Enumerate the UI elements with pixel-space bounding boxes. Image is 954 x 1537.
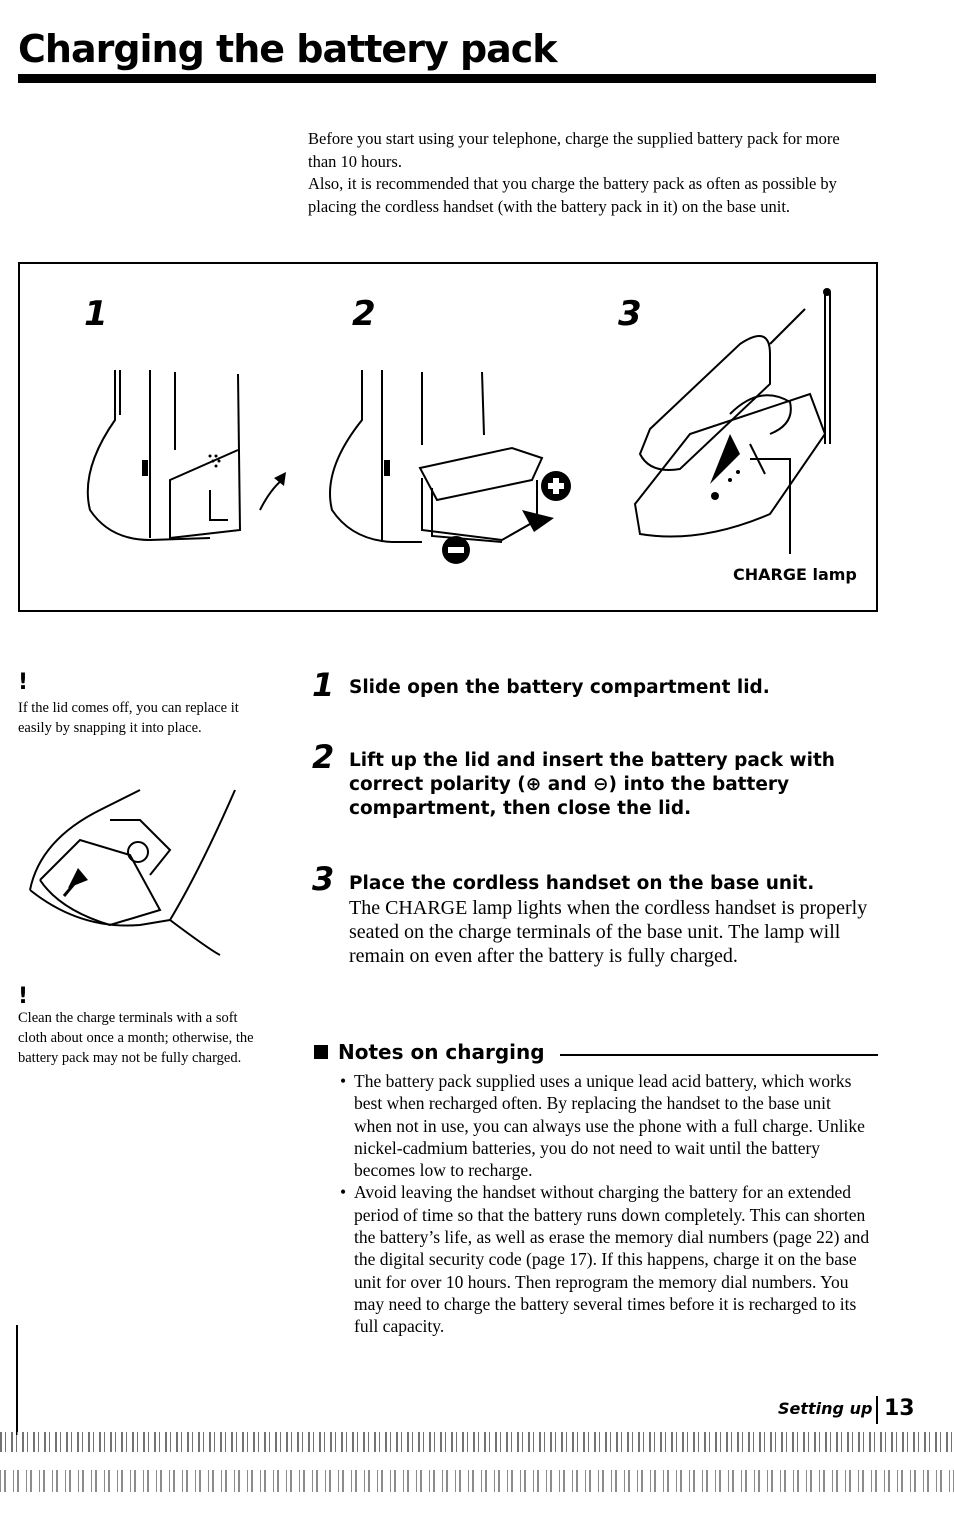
step-number: 3 xyxy=(312,860,335,898)
side-note-text: Clean the charge terminals with a soft cloth about once a month; otherwise, the battery pack may not be fully charged. xyxy=(18,1010,254,1066)
title-rule xyxy=(18,74,876,83)
figure-step-number: 1 xyxy=(84,294,108,334)
figure-step-number: 3 xyxy=(618,294,642,334)
footer-page-number: 13 xyxy=(884,1396,915,1421)
intro-paragraph: Before you start using your telephone, charge the supplied battery pack for more than 10 hours. xyxy=(308,129,840,171)
step-heading: Lift up the lid and insert the battery pack with correct polarity (⊕ and ⊖) into the battery compartment, then close the lid. xyxy=(349,750,835,819)
step-number: 2 xyxy=(312,738,335,776)
footer-divider xyxy=(876,1396,878,1424)
margin-line xyxy=(16,1325,18,1435)
notes-title: Notes on charging xyxy=(338,1040,545,1064)
section-square-icon xyxy=(314,1045,328,1059)
intro-text xyxy=(308,128,868,218)
notes-list xyxy=(338,1070,873,1338)
scan-artifact-band xyxy=(0,1432,954,1452)
handset-lid-illustration xyxy=(60,360,300,560)
step-heading: Slide open the battery compartment lid. xyxy=(349,677,770,698)
lid-snap-illustration xyxy=(20,780,250,960)
page-title: Charging the battery pack xyxy=(18,27,557,71)
base-unit-illustration xyxy=(620,284,840,574)
side-note-text: If the lid comes off, you can replace it easily by snapping it into place. xyxy=(18,700,239,736)
battery-insert-illustration xyxy=(312,360,602,570)
notes-rule xyxy=(560,1054,878,1056)
intro-paragraph: Also, it is recommended that you charge the battery pack as often as possible by placing the cordless handset (with the battery pack in it) on the base unit. xyxy=(308,174,837,216)
charge-lamp-label: CHARGE lamp xyxy=(733,565,857,584)
step-number: 1 xyxy=(312,666,335,704)
step-body: The CHARGE lamp lights when the cordless handset is properly seated on the charge terminals of the base unit. The lamp will remain on even after the battery is fully charged. xyxy=(349,897,868,967)
step-heading: Place the cordless handset on the base unit. xyxy=(349,873,815,894)
note-mark: ! xyxy=(18,670,29,695)
figure-step-number: 2 xyxy=(352,294,376,334)
scan-artifact-band xyxy=(0,1470,954,1492)
list-item: • Avoid leaving the handset without charging the battery for an extended period of time so that the battery runs down completely. This can shorten the battery’s life, as well as erase the memory dial numbers (page 22) and the digital security code (page 17). If this happens, charge it on the base unit for over 10 hours. Then reprogram the memory dial numbers. You may need to charge the battery several times before it is recharged to its full capacity. xyxy=(338,1181,873,1337)
list-item: • The battery pack supplied uses a unique lead acid battery, which works best when recharged often. By replacing the handset to the base unit when not in use, you can always use the phone with a full charge. Unlike nickel-cadmium batteries, you do not need to wait until the battery becomes low to recharge. xyxy=(338,1070,873,1181)
note-mark: ! xyxy=(18,984,29,1009)
footer-section: Setting up xyxy=(778,1399,873,1418)
